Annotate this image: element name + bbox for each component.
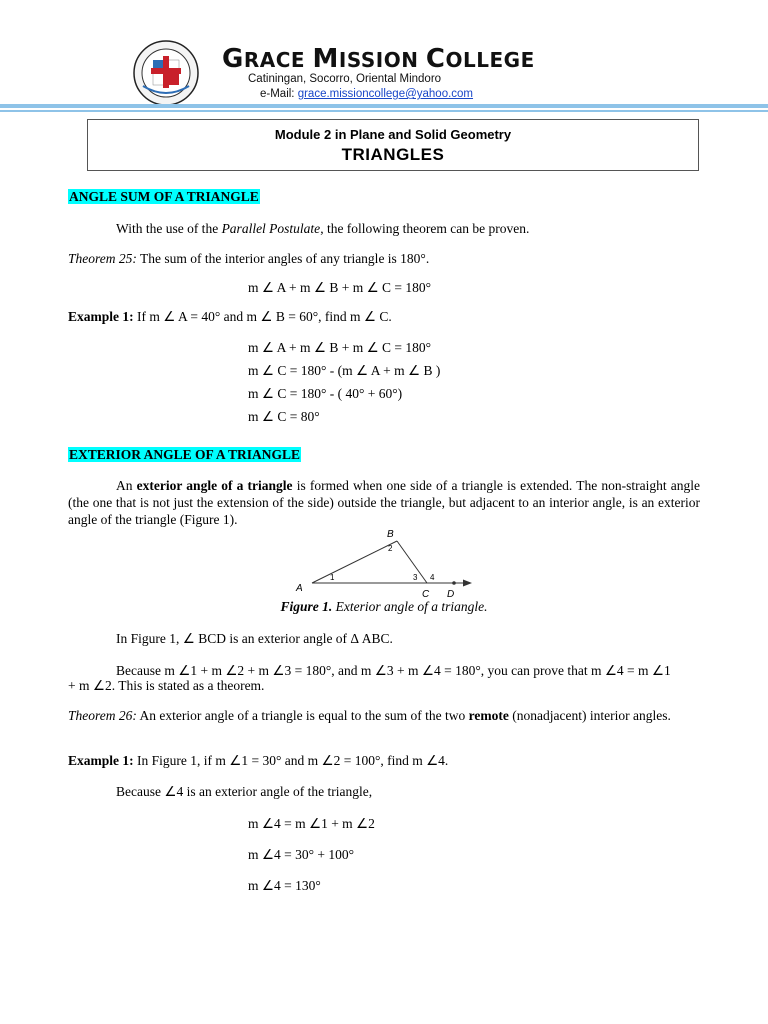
college-address: Catiningan, Socorro, Oriental Mindoro [248,73,442,85]
solution-step: m ∠ C = 180° - ( 40° + 60°) [248,386,403,401]
email-link[interactable]: grace.missioncollege@yahoo.com [297,88,474,100]
svg-text:A: A [296,583,303,594]
figure-caption: Figure 1. Exterior angle of a triangle. [280,599,488,614]
svg-text:1: 1 [330,573,335,582]
email-label: e-Mail: [260,88,298,100]
example-1-exterior-angle: Example 1: In Figure 1, if m ∠1 = 30° and m ∠2 = 100°, find m ∠4. [68,753,449,768]
section-heading-angle-sum: ANGLE SUM OF A TRIANGLE [69,189,259,204]
solution-step: m ∠ A + m ∠ B + m ∠ C = 180° [248,340,432,355]
module-subtitle: Module 2 in Plane and Solid Geometry [274,127,512,142]
solution-step: m ∠4 = 130° [248,878,321,893]
solution-step: m ∠ C = 180° - (m ∠ A + m ∠ B ) [248,363,441,378]
section-heading-exterior-angle: EXTERIOR ANGLE OF A TRIANGLE [69,447,301,462]
figure-reference: In Figure 1, ∠ BCD is an exterior angle of Δ ABC. [116,631,393,646]
because-line-1: Because m ∠1 + m ∠2 + m ∠3 = 180°, and m ∠3 + m ∠4 = 180°, you can prove that m ∠4 = m ∠1 [116,663,671,678]
svg-text:D: D [447,589,455,600]
header-divider-thick [0,104,768,108]
svg-text:4: 4 [430,573,435,582]
college-seal-logo [133,40,199,106]
example-1-angle-sum: Example 1: If m ∠ A = 40° and m ∠ B = 60°, find m ∠ C. [68,309,392,324]
svg-text:B: B [387,529,394,540]
because-line-2: + m ∠2. This is stated as a theorem. [68,678,265,693]
solution-step: m ∠4 = m ∠1 + m ∠2 [248,816,375,831]
angle-sum-formula: m ∠ A + m ∠ B + m ∠ C = 180° [248,280,432,295]
theorem-26: Theorem 26: An exterior angle of a triangle is equal to the sum of the two remote (nonadjacent) interior angles. [68,708,671,723]
svg-text:C: C [422,589,430,600]
header-divider-thin [0,110,768,112]
page-title: TRIANGLES [341,145,445,164]
exterior-angle-definition: An exterior angle of a triangle is formed when one side of a triangle is extended. The non-straight angle (the one that is not just the extension of the side) outside the triangle, but adjacent to an interior angle, is an exterior angle of the triangle (Figure 1). [68,478,701,527]
solution-step: m ∠4 = 30° + 100° [248,847,355,862]
svg-text:2: 2 [388,544,393,553]
theorem-25: Theorem 25: The sum of the interior angles of any triangle is 180°. [68,251,430,266]
college-name: GRACE MISSION COLLEGE [222,44,535,74]
intro-paragraph: With the use of the Parallel Postulate, the following theorem can be proven. [116,221,530,236]
svg-text:3: 3 [413,573,418,582]
figure-exterior-angle-diagram [292,524,482,600]
solution-step: m ∠ C = 80° [248,409,320,424]
because-exterior: Because ∠4 is an exterior angle of the triangle, [116,784,373,799]
college-email-line [260,88,473,100]
